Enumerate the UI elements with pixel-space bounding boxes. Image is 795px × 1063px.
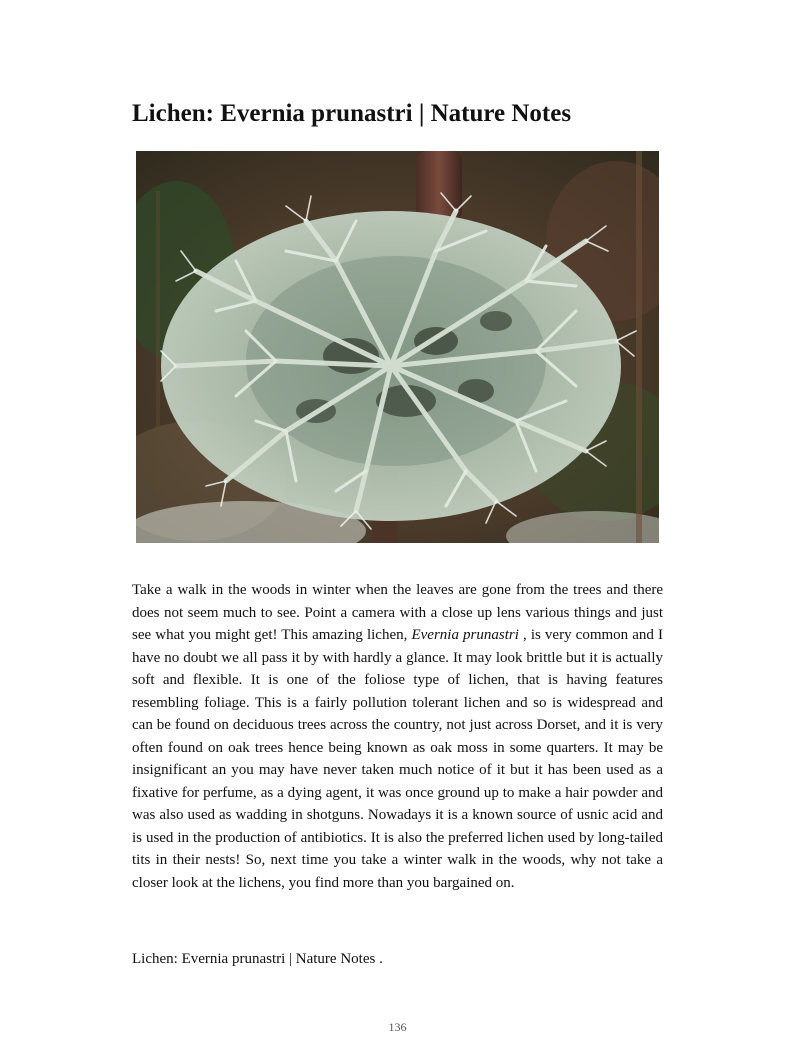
- page-number: 136: [388, 1020, 407, 1034]
- article-body-part-2: , is very common and I have no doubt we all pass it by with hardly a glance. It may look brittle but it is actually soft and flexible. It is one of the foliose type of lichen, that is having features resembling foliage. This is a fairly pollution tolerant lichen and so is widespread and can be found on deciduous trees across the country, not just across Dorset, and it is very often found on oak trees hence being known as oak moss in some quarters. It may be insignificant an you may have never taken much notice of it but it has been used as a fixative for perfume, as a dying agent, it was once ground up to make a hair powder and was also used as wadding in shotguns. Nowadays it is a known source of usnic acid and is used in the production of antibiotics. It is also the preferred lichen used by long-tailed tits in their nests! So, next time you take a winter walk in the woods, why not take a closer look at the lichens, you find more than you bargained on.: [132, 627, 663, 891]
- species-name: Evernia prunastri: [411, 627, 519, 643]
- lichen-photo: [136, 151, 659, 543]
- page-title: Lichen: Evernia prunastri | Nature Notes: [132, 100, 572, 127]
- article-body-part-1: Take a walk in the woods in winter when the leaves are gone from the trees and there does not seem much to see. Point a camera with a close up lens various things and just see what you might get! This amazing lichen,: [132, 582, 663, 643]
- article-body: [132, 579, 663, 894]
- source-line: Lichen: Evernia prunastri | Nature Notes .: [132, 951, 383, 967]
